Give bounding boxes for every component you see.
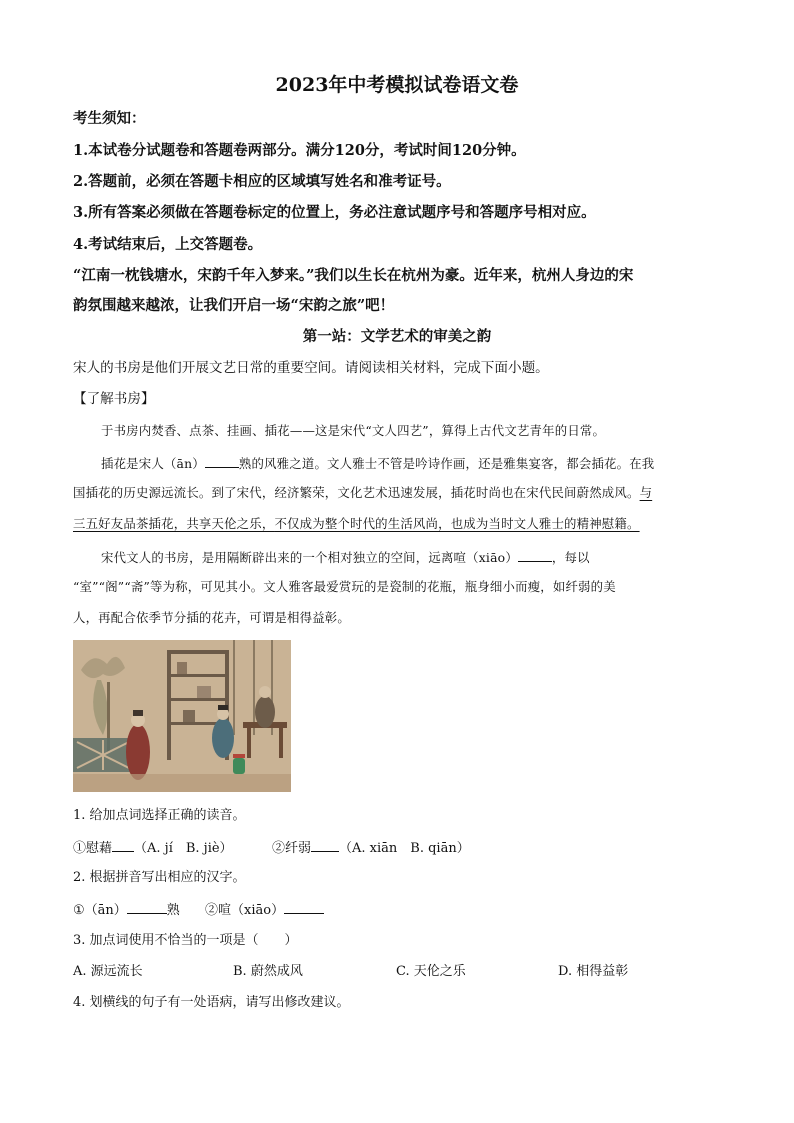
p3-line1-end: ，每以 — [551, 550, 590, 565]
p2-line2-start: 国插花的历史源远流长。到了宋代，经济繁荣，文化艺术迅速发展，插花时尚也在宋代民间蔚然成风。 — [73, 485, 640, 500]
intro-line-1: “江南一枕钱塘水，宋韵千年入梦来。”我们以生长在杭州为豪。近年来，杭州人身边的宋 — [73, 267, 634, 284]
question-1-part-b — [272, 839, 470, 857]
passage-p2-line-3 — [73, 517, 640, 532]
passage-p3-line-1 — [101, 549, 590, 566]
station-lead: 宋人的书房是他们开展文艺日常的重要空间。请阅读相关材料，完成下面小题。 — [73, 360, 549, 376]
q2-pinyin-a: ①（ān） — [73, 903, 127, 918]
page-title: 2023年中考模拟试卷语文卷 — [275, 74, 519, 96]
underlined-sentence-end: 不仅成为整个时代的生活风尚，也成为当时文人雅士的精神慰籍。 — [274, 516, 640, 531]
question-1-stem: 1. 给加点词选择正确的读音。 — [73, 808, 246, 823]
q1-answer-blank-a[interactable] — [112, 839, 134, 852]
passage-p2-line-1 — [101, 455, 654, 472]
underlined-sentence-middle: 三五好友品茶插花，共享天伦之乐， — [73, 516, 275, 531]
question-2-part-b — [205, 901, 324, 919]
passage-p2-line-2 — [73, 486, 652, 501]
q2-answer-blank-b[interactable] — [284, 901, 324, 914]
notice-item-2: 2.答题前，必须在答题卡相应的区域填写姓名和准考证号。 — [73, 173, 451, 190]
passage-paragraph-1: 于书房内焚香、点茶、挂画、插花——这是宋代“文人四艺”，算得上古代文艺青年的日常。 — [101, 423, 606, 438]
q2-answer-blank-a[interactable] — [127, 901, 167, 914]
question-1-parts — [73, 839, 233, 857]
q1-options-b: （A. xiān B. qiān） — [339, 841, 470, 856]
question-3-options — [73, 964, 673, 982]
q1-word-a: ①慰藉 — [73, 841, 113, 856]
passage-p3-line-2: “室”“阁”“斋”等为称，可见其小。文人雅客最爱赏玩的是瓷制的花瓶，瓶身细小而瘦，如纤弱的美 — [73, 579, 616, 594]
q3-option-d[interactable]: D. 相得益彰 — [558, 964, 629, 979]
blank-xiao — [518, 549, 552, 562]
question-2-part-a — [73, 901, 180, 919]
p2-line1-end: 熟的风雅之道。文人雅士不管是吟诗作画，还是雅集宴客，都会插花。在我 — [238, 456, 655, 471]
blank-an — [205, 455, 239, 468]
q1-options-a: （A. jí B. jiè） — [134, 841, 233, 856]
q1-answer-blank-b[interactable] — [311, 839, 339, 852]
passage-p3-line-3: 人，再配合依季节分插的花卉，可谓是相得益彰。 — [73, 610, 350, 625]
painting-illustration-icon — [73, 640, 291, 792]
p2-line1-start: 插花是宋人（ān） — [101, 456, 205, 471]
q2-suffix-a: 熟 — [166, 903, 180, 918]
intro-line-2: 韵氛围越来越浓，让我们开启一场“宋韵之旅”吧！ — [73, 297, 395, 314]
q3-option-c[interactable]: C. 天伦之乐 — [396, 964, 466, 979]
q3-option-b[interactable]: B. 蔚然成风 — [233, 964, 303, 979]
q3-option-a[interactable]: A. 源远流长 — [73, 964, 143, 979]
section-label: 【了解书房】 — [73, 391, 155, 407]
notice-heading: 考生须知： — [73, 110, 146, 127]
question-3-stem: 3. 加点词使用不恰当的一项是（ ） — [73, 933, 298, 948]
q2-pinyin-b: ②喧（xiāo） — [205, 903, 285, 918]
notice-item-3: 3.所有答案必须做在答题卷标定的位置上，务必注意试题序号和答题序号相对应。 — [73, 204, 596, 221]
p3-line1-start: 宋代文人的书房，是用隔断辟出来的一个相对独立的空间，远离喧（xiāo） — [101, 550, 518, 565]
q1-word-b: ②纤弱 — [272, 841, 312, 856]
notice-item-1: 1.本试卷分试题卷和答题卷两部分。满分120分，考试时间120分钟。 — [73, 142, 526, 159]
notice-item-4: 4.考试结束后，上交答题卷。 — [73, 236, 263, 253]
underlined-sentence-start: 与 — [639, 485, 653, 500]
station-title: 第一站：文学艺术的审美之韵 — [302, 328, 492, 345]
question-4-stem: 4. 划横线的句子有一处语病，请写出修改建议。 — [73, 995, 350, 1010]
question-2-stem: 2. 根据拼音写出相应的汉字。 — [73, 870, 246, 885]
song-study-painting — [73, 640, 291, 792]
